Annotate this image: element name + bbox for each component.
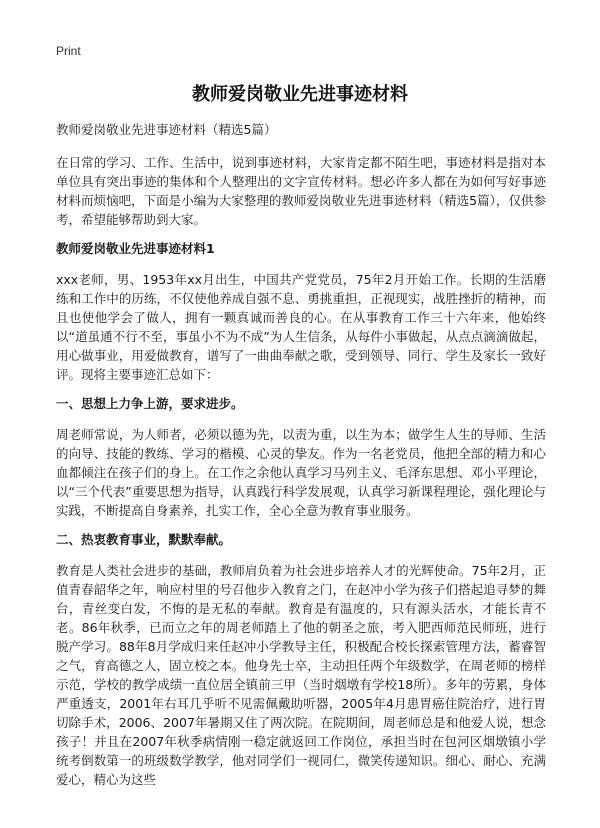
subsection-heading: 一、思想上力争上游，要求进步。: [56, 396, 244, 411]
paragraph: xxx老师，男、1953年xx月出生，中国共产党党员，75年2月开始工作。长期的生活磨练和工作中的历练，不仅使他养成自强不息、勇挑重担，正视现实，战胜挫折的精神，而且也使他学会了做人，拥有一颗真诚而善良的心。在从事教育工作三十六年来，他始终以“道虽通不行不至，事虽小不为不成”为人生信条，从每件小事做起，从点点滴滴做起，用心做事业，用爱做教育，谱写了一曲曲奉献之歌，受到领导、同行、学生及家长一致好评。现将主要事迹汇总如下：: [56, 272, 546, 382]
document-subtitle: 教师爱岗敬业先进事迹材料（精选5篇）: [56, 122, 277, 137]
subsection-heading: 二、热衷教育事业，默默奉献。: [56, 532, 232, 547]
document-body: [56, 120, 546, 799]
document-title: 教师爱岗敬业先进事迹材料: [192, 84, 408, 105]
print-link[interactable]: Print: [56, 44, 81, 58]
paragraph: 周老师常说，为人师者，必须以德为先，以责为重，以生为本；做学生人生的导师、生活的向导、技能的教练、学习的楷模、心灵的挚友。作为一名老党员，他把全部的精力和心血都倾注在孩子们的身上。在工作之余他认真学习马列主义、毛泽东思想、邓小平理论，以“三个代表”重要思想为指导，认真践行科学发展观，认真学习新课程理论，强化理论与实践，不断提高自身素养，扎实工作，全心全意为教育事业服务。: [56, 427, 546, 518]
intro-paragraph: 在日常的学习、工作、生活中，说到事迹材料，大家肯定都不陌生吧，事迹材料是指对本单位具有突出事迹的集体和个人整理出的文字宣传材料。想必许多人都在为如何写好事迹材料而烦恼吧，下面是小编为大家整理的教师爱岗敬业先进事迹材料（精选5篇），仅供参考，希望能够帮助到大家。: [56, 155, 546, 227]
paragraph: 教育是人类社会进步的基础，教师肩负着为社会进步培养人才的光辉使命。75年2月，正值青春韶华之年，响应村里的号召他步入教育之门，在赵冲小学为孩子们搭起追寻梦的舞台，青丝变白发，不悔的是无私的奉献。教育是有温度的，只有源头活水，才能长青不老。86年秋季，已而立之年的周老师踏上了他的朝圣之旅，考入肥西师范民师班，进行脱产学习。88年8月学成归来任赵冲小学教导主任，积极配合校长探索管理方法，蓄睿智之气，育高德之人，固立校之本。他身先士卒，主动担任两个年级数学，在周老师的榜样示范，学校的教学成绩一直位居全镇前三甲（当时烟墩有学校18所）。多年的劳累，身体严重透支，2001年右耳几乎听不见需佩戴助听器，2005年4月患胃癌住院治疗，进行胃切除手术，2006、2007年暑期又住了两次院。在院期间，周老师总是和他爱人说，想念孩子！并且在2007年秋季病情刚一稳定就返回工作岗位，承担当时在包河区烟墩镇小学统考倒数第一的班级数学教学，他对同学们一视同仁，微笑传递知识。细心、耐心、充满爱心，精心为这些: [56, 563, 546, 787]
section-heading: 教师爱岗敬业先进事迹材料1: [56, 241, 215, 256]
